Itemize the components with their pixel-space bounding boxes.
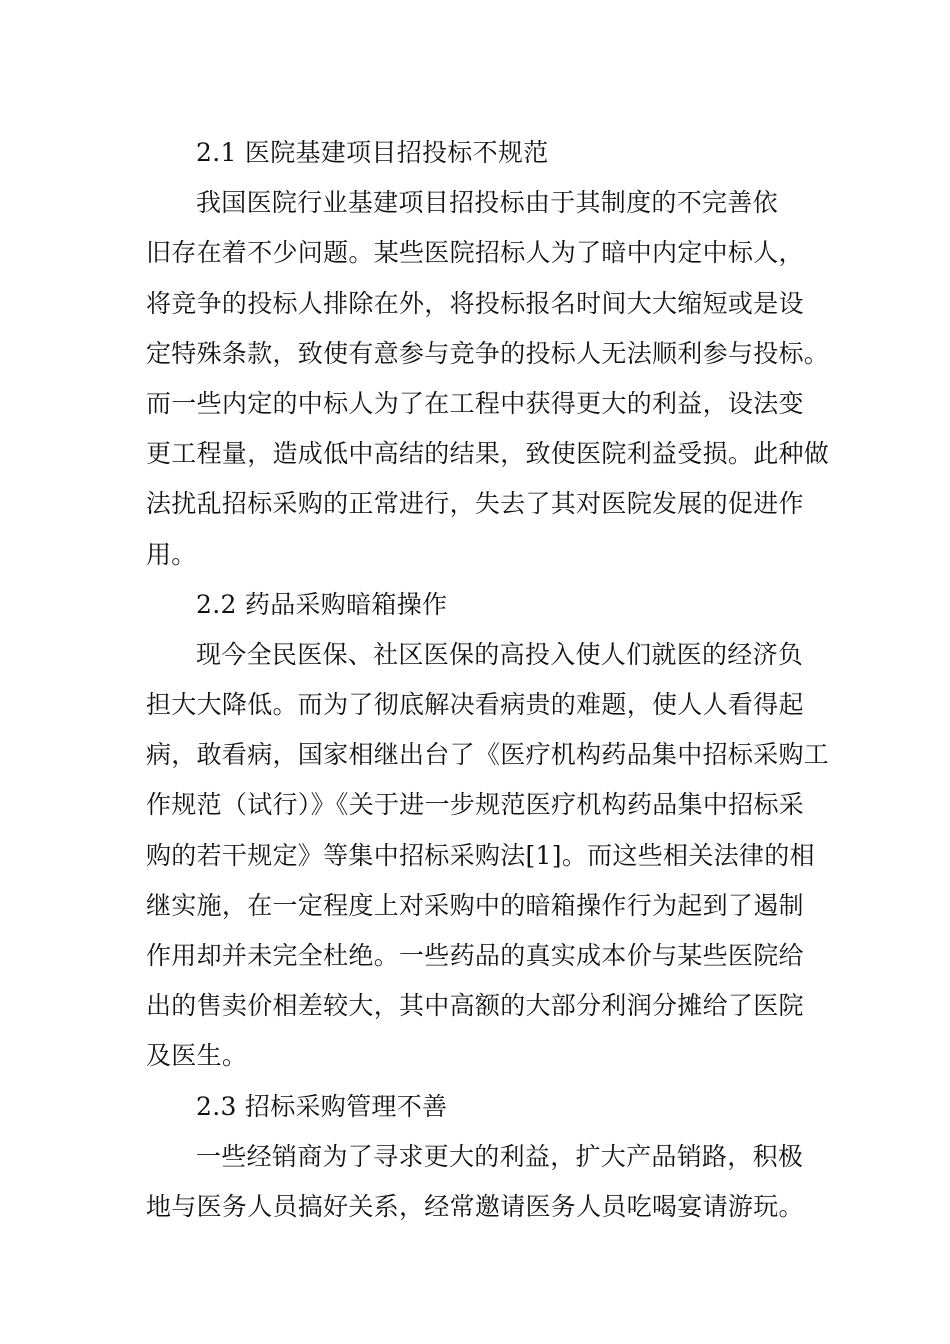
paragraph-line: 更工程量，造成低中高结的结果，致使医院利益受损。此种做	[146, 439, 830, 469]
paragraph-line: 而一些内定的中标人为了在工程中获得更大的利益，设法变	[146, 388, 804, 418]
paragraph-line: 定特殊条款，致使有意参与竞争的投标人无法顺利参与投标。	[146, 338, 830, 368]
paragraph-line: 作规范（试行）》《关于进一步规范医疗机构药品集中招标采	[146, 790, 805, 820]
section-heading: 2.3 招标采购管理不善	[196, 1091, 448, 1121]
paragraph-line: 作用却并未完全杜绝。一些药品的真实成本价与某些医院给	[146, 941, 804, 970]
section-heading: 2.2 药品采购暗箱操作	[196, 589, 448, 619]
paragraph-line: 我国医院行业基建项目招投标由于其制度的不完善依	[196, 188, 778, 218]
paragraph-line: 病，敢看病，国家相继出台了《医疗机构药品集中招标采购工	[146, 740, 830, 770]
paragraph-line: 法扰乱招标采购的正常进行，失去了其对医院发展的促进作	[146, 489, 804, 519]
paragraph-line: 担大大降低。而为了彻底解决看病贵的难题，使人人看得起	[146, 690, 804, 720]
paragraph-line: 购的若干规定》等集中招标采购法[1]。而这些相关法律的相	[146, 840, 815, 870]
paragraph-line: 将竞争的投标人排除在外，将投标报名时间大大缩短或是设	[146, 288, 804, 318]
paragraph-line: 一些经销商为了寻求更大的利益，扩大产品销路，积极	[196, 1141, 804, 1171]
paragraph-line: 地与医务人员搞好关系，经常邀请医务人员吃喝宴请游玩。	[146, 1191, 804, 1221]
paragraph-line: 及医生。	[146, 1041, 248, 1071]
document-body	[146, 128, 830, 1232]
paragraph-line: 继实施，在一定程度上对采购中的暗箱操作行为起到了遏制	[146, 890, 804, 920]
paragraph-line: 现今全民医保、社区医保的高投入使人们就医的经济负	[196, 639, 804, 669]
paragraph-line: 用。	[146, 539, 197, 569]
paragraph-line: 旧存在着不少问题。某些医院招标人为了暗中内定中标人，	[146, 238, 804, 268]
section-heading: 2.1 医院基建项目招投标不规范	[196, 138, 549, 167]
paragraph-line: 出的售卖价相差较大，其中高额的大部分利润分摊给了医院	[146, 991, 804, 1021]
